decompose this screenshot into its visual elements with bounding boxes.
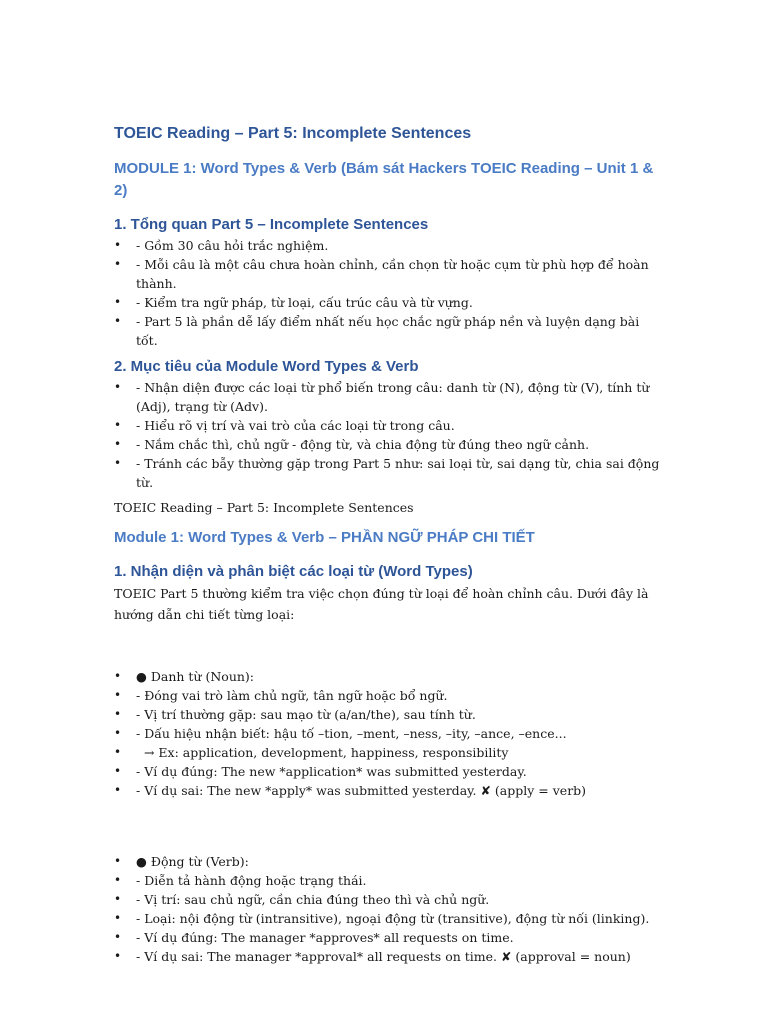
bullet-icon: • — [114, 418, 122, 432]
module1-detail-heading: Module 1: Word Types & Verb – PHẦN NGỮ PHÁP CHI TIẾT — [114, 529, 535, 546]
list-item: • - Diễn tả hành động hoặc trạng thái. — [114, 873, 367, 888]
list-item: • - Nhận diện được các loại từ phổ biến trong câu: danh từ (N), động từ (V), tính từ (Adj), trạng từ (Adv). — [114, 380, 650, 414]
section2-list — [114, 378, 662, 492]
bullet-icon: • — [114, 911, 122, 925]
section2-heading: 2. Mục tiêu của Module Word Types & Verb — [114, 358, 419, 375]
list-item: • ● Danh từ (Noun): — [114, 669, 255, 684]
bullet-icon: • — [114, 745, 122, 759]
bullet-icon: • — [114, 257, 122, 271]
bullet-icon: • — [114, 295, 122, 309]
list-item: • - Tránh các bẫy thường gặp trong Part 5 như: sai loại từ, sai dạng từ, chia sai động từ. — [114, 456, 660, 490]
section1-list — [114, 236, 662, 350]
list-item: • - Dấu hiệu nhận biết: hậu tố –tion, –ment, –ness, –ity, –ance, –ence... — [114, 726, 567, 741]
list-item: • - Mỗi câu là một câu chưa hoàn chỉnh, cần chọn từ hoặc cụm từ phù hợp để hoàn thành. — [114, 257, 649, 291]
list-item: • - Ví dụ sai: The manager *approval* all requests on time. ✘ (approval = noun) — [114, 949, 631, 964]
bullet-icon: • — [114, 314, 122, 328]
list-item: • - Đóng vai trò làm chủ ngữ, tân ngữ hoặc bổ ngữ. — [114, 688, 448, 703]
bullet-icon: • — [114, 380, 122, 394]
bullet-icon: • — [114, 669, 122, 683]
bullet-icon: • — [114, 930, 122, 944]
noun-list — [114, 667, 662, 800]
list-item: • - Part 5 là phần dễ lấy điểm nhất nếu học chắc ngữ pháp nền và luyện dạng bài tốt. — [114, 314, 640, 348]
list-item: • - Loại: nội động từ (intransitive), ngoại động từ (transitive), động từ nối (linking). — [114, 911, 650, 926]
verb-list — [114, 852, 662, 966]
list-item: • - Ví dụ đúng: The new *application* was submitted yesterday. — [114, 764, 527, 779]
list-item: • - Ví dụ đúng: The manager *approves* all requests on time. — [114, 930, 514, 945]
list-item: • → Ex: application, development, happiness, responsibility — [114, 745, 509, 760]
bullet-icon: • — [114, 726, 122, 740]
plain-title: TOEIC Reading – Part 5: Incomplete Sentences — [114, 500, 414, 515]
document-page — [114, 122, 662, 972]
list-item: • ● Động từ (Verb): — [114, 854, 249, 869]
list-item: • - Hiểu rõ vị trí và vai trò của các loại từ trong câu. — [114, 418, 455, 433]
doc-title: TOEIC Reading – Part 5: Incomplete Sentences — [114, 125, 472, 142]
bullet-icon: • — [114, 949, 122, 963]
section1-heading: 1. Tổng quan Part 5 – Incomplete Sentences — [114, 216, 429, 233]
module1-heading: MODULE 1: Word Types & Verb (Bám sát Hackers TOEIC Reading – Unit 1 & 2) — [114, 160, 654, 199]
list-item: • - Ví dụ sai: The new *apply* was submitted yesterday. ✘ (apply = verb) — [114, 783, 587, 798]
bullet-icon: • — [114, 238, 122, 252]
section3-intro: TOEIC Part 5 thường kiểm tra việc chọn đúng từ loại để hoàn chỉnh câu. Dưới đây là hướng dẫn chi tiết từng loại: — [114, 586, 649, 622]
bullet-icon: • — [114, 688, 122, 702]
bullet-icon: • — [114, 764, 122, 778]
bullet-icon: • — [114, 892, 122, 906]
list-item: • - Gồm 30 câu hỏi trắc nghiệm. — [114, 238, 329, 253]
bullet-icon: • — [114, 456, 122, 470]
bullet-icon: • — [114, 437, 122, 451]
bullet-icon: • — [114, 783, 122, 797]
bullet-icon: • — [114, 854, 122, 868]
list-item: • - Vị trí thường gặp: sau mạo từ (a/an/the), sau tính từ. — [114, 707, 476, 722]
list-item: • - Kiểm tra ngữ pháp, từ loại, cấu trúc câu và từ vựng. — [114, 295, 473, 310]
list-item: • - Vị trí: sau chủ ngữ, cần chia đúng theo thì và chủ ngữ. — [114, 892, 490, 907]
bullet-icon: • — [114, 873, 122, 887]
bullet-icon: • — [114, 707, 122, 721]
section3-heading: 1. Nhận diện và phân biệt các loại từ (Word Types) — [114, 563, 473, 580]
list-item: • - Nắm chắc thì, chủ ngữ - động từ, và chia động từ đúng theo ngữ cảnh. — [114, 437, 590, 452]
